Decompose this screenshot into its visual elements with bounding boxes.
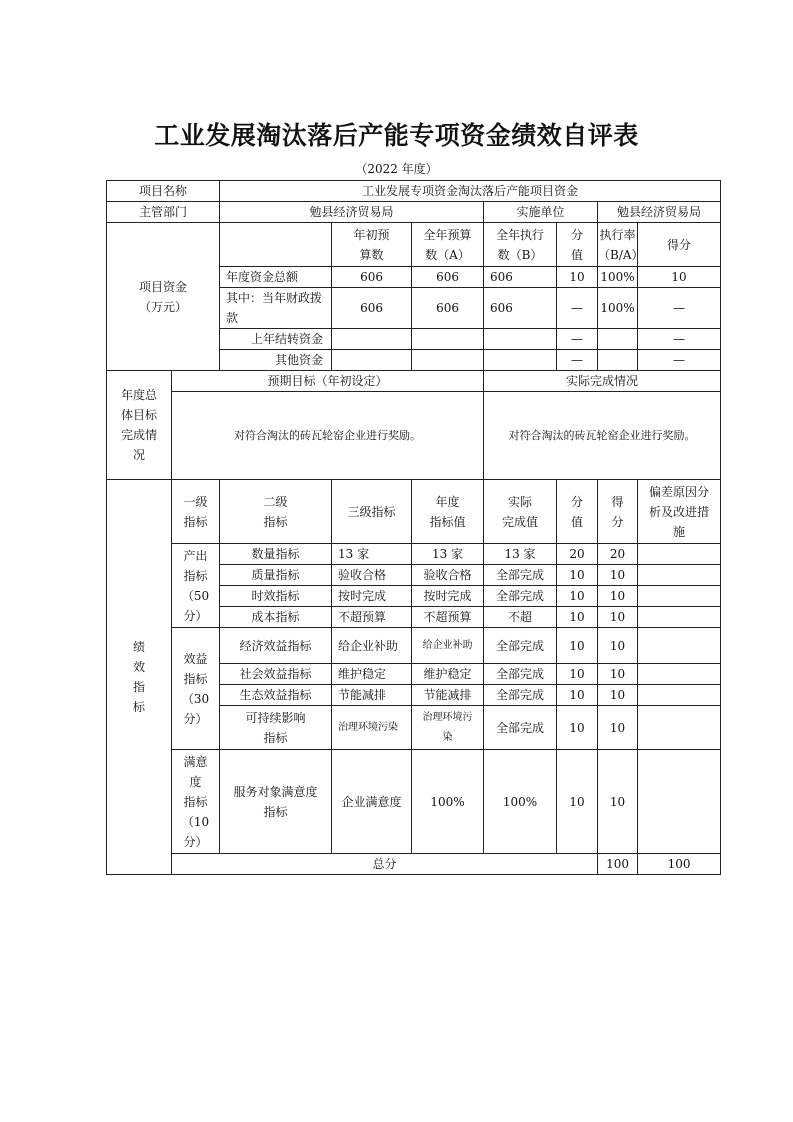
- total-label: 总分: [172, 854, 598, 875]
- funds-row-initial: [332, 329, 412, 350]
- level2-cell: 数量指标: [220, 544, 332, 565]
- actual-value-cell: 全部完成: [484, 586, 557, 607]
- score-cell: 10: [598, 750, 638, 854]
- level3-cell: 不超预算: [332, 607, 412, 628]
- header-level3: 三级指标: [332, 480, 412, 544]
- level2-cell: 社会效益指标: [220, 664, 332, 685]
- document-title: 工业发展淘汰落后产能专项资金绩效自评表: [154, 121, 639, 150]
- reason-cell: [638, 685, 721, 706]
- funds-row-rate: 100%: [598, 288, 638, 329]
- funds-row-annual: 606: [412, 267, 484, 288]
- funds-row-rate: [598, 329, 638, 350]
- funds-header-score: 得分: [638, 223, 721, 267]
- level3-cell: 验收合格: [332, 565, 412, 586]
- group-benefit-label: 效益 指标 （30 分）: [172, 628, 220, 750]
- level2-cell: 时效指标: [220, 586, 332, 607]
- reason-cell: [638, 628, 721, 664]
- header-score: 得 分: [598, 480, 638, 544]
- funds-row-name: 其他资金: [220, 350, 332, 371]
- score-cell: 10: [598, 607, 638, 628]
- level2-cell: 经济效益指标: [220, 628, 332, 664]
- funds-row-executed: 606: [484, 267, 557, 288]
- weight-cell: 20: [557, 544, 598, 565]
- level2-cell: 生态效益指标: [220, 685, 332, 706]
- reason-cell: [638, 706, 721, 750]
- reason-cell: [638, 544, 721, 565]
- goals-expected-header: 预期目标（年初设定）: [172, 371, 484, 392]
- actual-value-cell: 不超: [484, 607, 557, 628]
- annual-value-cell: 治理环境污 染: [412, 706, 484, 750]
- header-reason: 偏差原因分 析及改进措 施: [638, 480, 721, 544]
- total-score: 100: [638, 854, 721, 875]
- project-name-label: 项目名称: [107, 181, 220, 202]
- funds-header-initial: 年初预 算数: [332, 223, 412, 267]
- annual-value-cell: 不超预算: [412, 607, 484, 628]
- funds-row-score: 10: [638, 267, 721, 288]
- impl-value: 勉县经济贸易局: [598, 202, 721, 223]
- dept-label: 主管部门: [107, 202, 220, 223]
- level3-cell: 企业满意度: [332, 750, 412, 854]
- indicator-row: [107, 544, 721, 565]
- funds-row-annual: [412, 350, 484, 371]
- indicator-row: [107, 750, 721, 854]
- goals-actual-text: 对符合淘汰的砖瓦轮窑企业进行奖励。: [484, 392, 721, 480]
- header-level2: 二级 指标: [220, 480, 332, 544]
- level2-cell: 成本指标: [220, 607, 332, 628]
- funds-row-weight: —: [557, 288, 598, 329]
- funds-row-score: —: [638, 288, 721, 329]
- score-cell: 10: [598, 664, 638, 685]
- weight-cell: 10: [557, 706, 598, 750]
- weight-cell: 10: [557, 664, 598, 685]
- annual-value-cell: 按时完成: [412, 586, 484, 607]
- funds-row-rate: [598, 350, 638, 371]
- score-cell: 10: [598, 685, 638, 706]
- actual-value-cell: 全部完成: [484, 706, 557, 750]
- funds-row-name: 上年结转资金: [220, 329, 332, 350]
- funds-label-line1: 项目资金: [139, 279, 188, 294]
- indicators-label: 绩 效 指 标: [107, 480, 172, 875]
- annual-value-cell: 维护稳定: [412, 664, 484, 685]
- weight-cell: 10: [557, 607, 598, 628]
- actual-value-cell: 全部完成: [484, 685, 557, 706]
- score-cell: 10: [598, 628, 638, 664]
- reason-cell: [638, 565, 721, 586]
- level3-cell: 治理环境污染: [332, 706, 412, 750]
- annual-value-cell: 验收合格: [412, 565, 484, 586]
- funds-row-annual: 606: [412, 288, 484, 329]
- funds-header-executed: 全年执行 数（B）: [484, 223, 557, 267]
- funds-header-weight: 分 值: [557, 223, 598, 267]
- total-weight: 100: [598, 854, 638, 875]
- funds-header-blank: [220, 223, 332, 267]
- header-actual-value: 实际 完成值: [484, 480, 557, 544]
- actual-value-cell: 全部完成: [484, 628, 557, 664]
- project-name-value: 工业发展专项资金淘汰落后产能项目资金: [220, 181, 721, 202]
- header-level1: 一级 指标: [172, 480, 220, 544]
- actual-value-cell: 13 家: [484, 544, 557, 565]
- annual-value-cell: 100%: [412, 750, 484, 854]
- level3-cell: 按时完成: [332, 586, 412, 607]
- funds-row-initial: 606: [332, 288, 412, 329]
- funds-row-annual: [412, 329, 484, 350]
- actual-value-cell: 100%: [484, 750, 557, 854]
- weight-cell: 10: [557, 750, 598, 854]
- funds-label-line2: （万元）: [139, 299, 188, 314]
- funds-row-weight: —: [557, 350, 598, 371]
- reason-cell: [638, 750, 721, 854]
- level3-cell: 13 家: [332, 544, 412, 565]
- funds-row-weight: 10: [557, 267, 598, 288]
- reason-cell: [638, 664, 721, 685]
- funds-row-initial: [332, 350, 412, 371]
- level2-cell: 服务对象满意度 指标: [220, 750, 332, 854]
- actual-value-cell: 全部完成: [484, 664, 557, 685]
- score-cell: 20: [598, 544, 638, 565]
- level3-cell: 节能减排: [332, 685, 412, 706]
- goals-actual-header: 实际完成情况: [484, 371, 721, 392]
- annual-value-cell: 给企业补助: [412, 628, 484, 664]
- total-row: [107, 854, 721, 875]
- dept-value: 勉县经济贸易局: [220, 202, 484, 223]
- funds-row-weight: —: [557, 329, 598, 350]
- group-satisfaction-label: 满意 度 指标 （10 分）: [172, 750, 220, 854]
- funds-header-rate: 执行率 （B/A）: [598, 223, 638, 267]
- funds-row-executed: [484, 350, 557, 371]
- weight-cell: 10: [557, 685, 598, 706]
- funds-row-name: 年度资金总额: [220, 267, 332, 288]
- funds-row-executed: [484, 329, 557, 350]
- group-output-label: 产出 指标 （50 分）: [172, 544, 220, 628]
- goals-expected-text: 对符合淘汰的砖瓦轮窑企业进行奖励。: [172, 392, 484, 480]
- level2-cell: 可持续影响 指标: [220, 706, 332, 750]
- funds-header-annual: 全年预算 数（A）: [412, 223, 484, 267]
- weight-cell: 10: [557, 586, 598, 607]
- level2-cell: 质量指标: [220, 565, 332, 586]
- weight-cell: 10: [557, 628, 598, 664]
- reason-cell: [638, 607, 721, 628]
- funds-row-initial: 606: [332, 267, 412, 288]
- funds-label: [107, 223, 220, 371]
- score-cell: 10: [598, 706, 638, 750]
- score-cell: 10: [598, 586, 638, 607]
- funds-row-score: —: [638, 329, 721, 350]
- performance-table: [106, 180, 721, 875]
- score-cell: 10: [598, 565, 638, 586]
- annual-value-cell: 13 家: [412, 544, 484, 565]
- header-annual-value: 年度 指标值: [412, 480, 484, 544]
- document-year: （2022 年度）: [355, 162, 438, 176]
- goals-label: 年度总 体目标 完成情 况: [107, 371, 172, 480]
- reason-cell: [638, 586, 721, 607]
- level3-cell: 给企业补助: [332, 628, 412, 664]
- actual-value-cell: 全部完成: [484, 565, 557, 586]
- funds-row-rate: 100%: [598, 267, 638, 288]
- annual-value-cell: 节能减排: [412, 685, 484, 706]
- funds-row-name: 其中：当年财政拨款: [220, 288, 332, 329]
- funds-row-executed: 606: [484, 288, 557, 329]
- header-weight: 分 值: [557, 480, 598, 544]
- impl-label: 实施单位: [484, 202, 598, 223]
- funds-row-score: —: [638, 350, 721, 371]
- indicator-row: [107, 628, 721, 664]
- level3-cell: 维护稳定: [332, 664, 412, 685]
- weight-cell: 10: [557, 565, 598, 586]
